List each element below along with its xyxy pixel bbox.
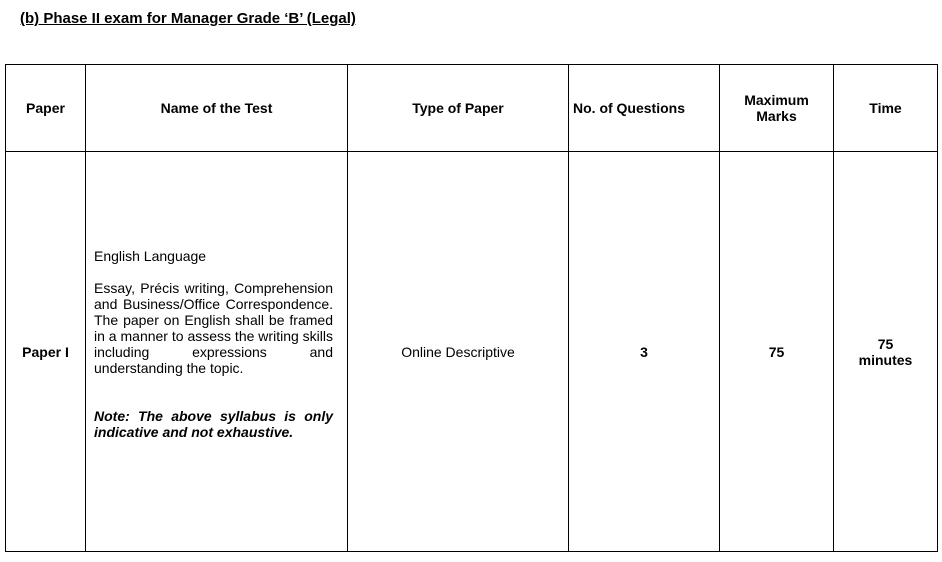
test-description: Essay, Précis writing, Comprehension and Business/Office Correspondence. The paper on English shall be framed in a manner to assess the writing skills including expressions and understanding the topic. [94, 279, 333, 376]
cell-paper: Paper I [6, 152, 86, 552]
cell-test-name [86, 152, 348, 552]
header-paper: Paper [6, 65, 86, 152]
cell-questions: 3 [569, 152, 720, 552]
table-row [6, 152, 938, 552]
header-test-name: Name of the Test [86, 65, 348, 152]
cell-marks: 75 [720, 152, 834, 552]
header-marks: Maximum Marks [720, 65, 834, 152]
test-name: English Language [94, 247, 207, 264]
cell-type: Online Descriptive [348, 152, 569, 552]
header-row [6, 65, 938, 152]
exam-table [5, 64, 938, 552]
section-title: (b) Phase II exam for Manager Grade ‘B’ (Legal) [20, 10, 356, 27]
header-time: Time [834, 65, 938, 152]
header-questions: No. of Questions [569, 65, 720, 152]
header-type: Type of Paper [348, 65, 569, 152]
syllabus-note: Note: The above syllabus is only indicative and not exhaustive. [94, 407, 333, 440]
cell-time: 75 minutes [834, 152, 938, 552]
